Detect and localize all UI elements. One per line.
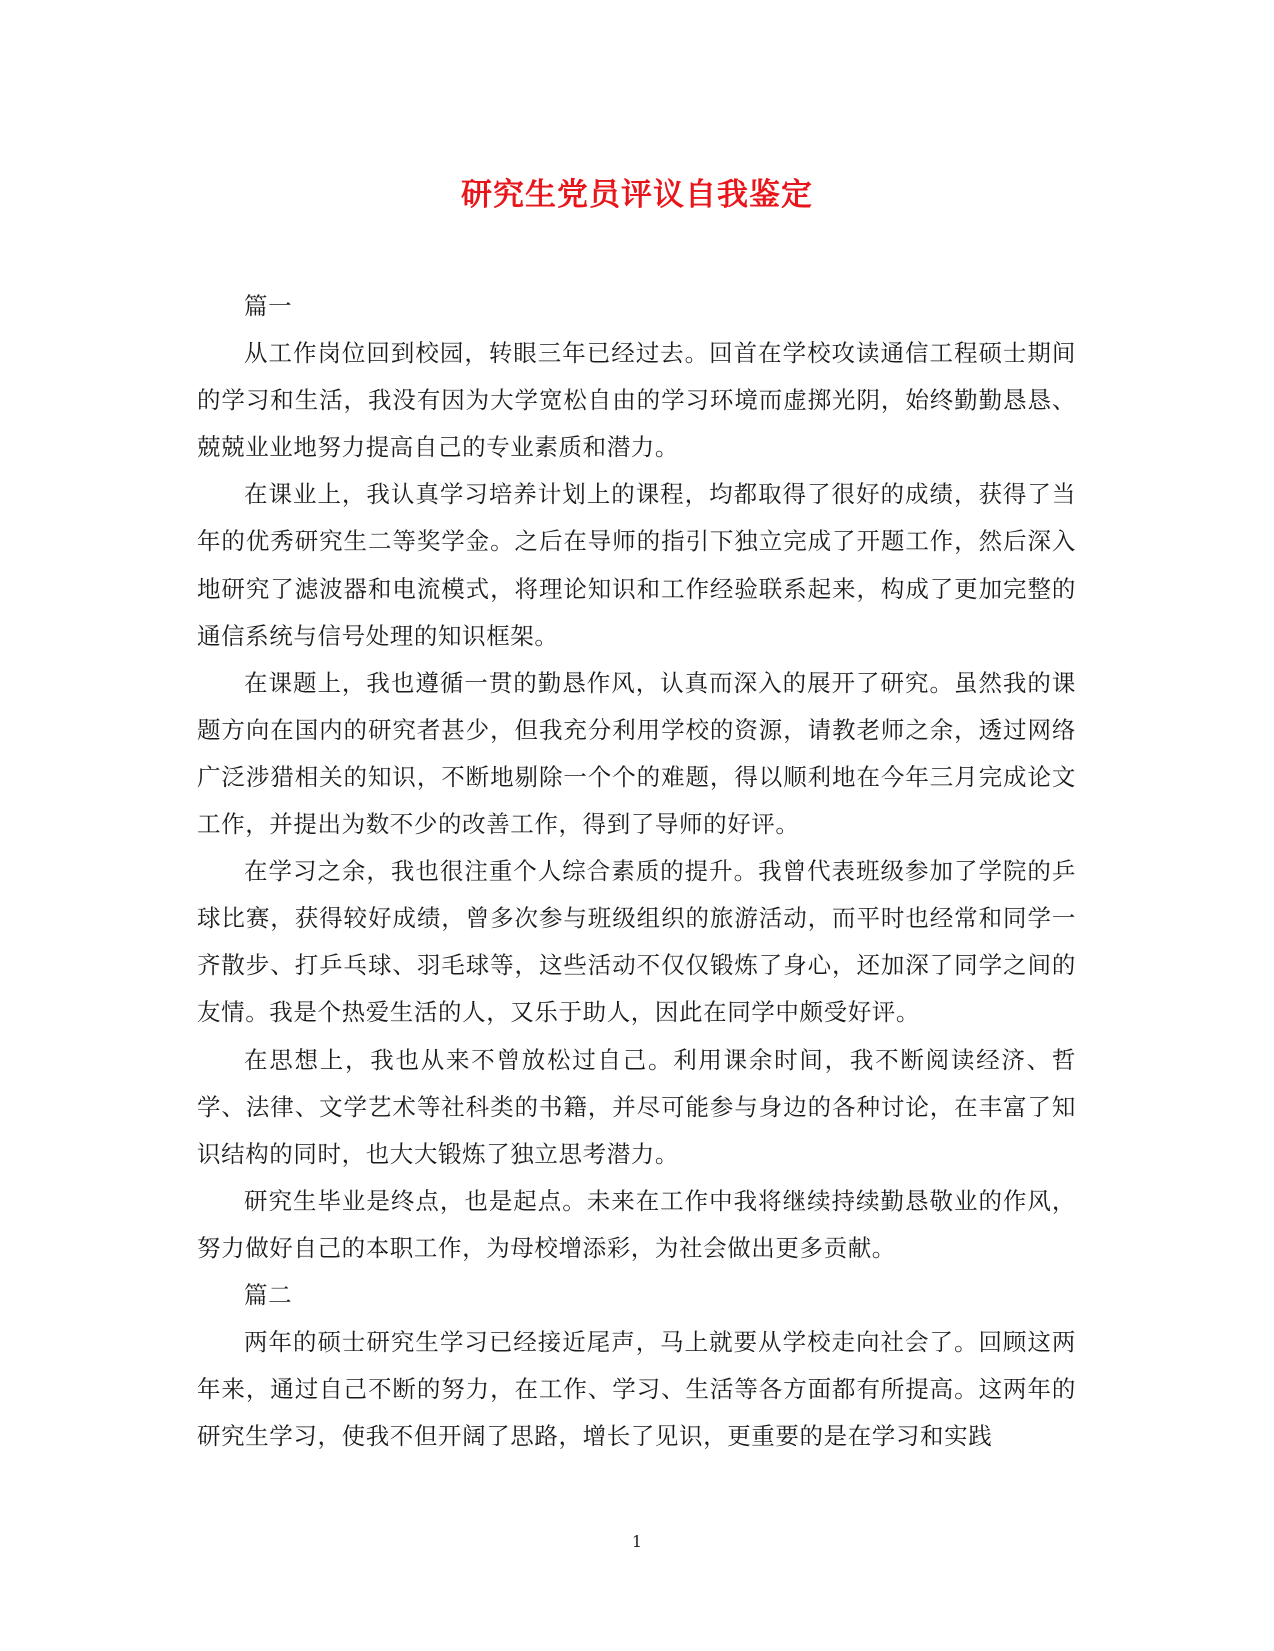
paragraph: 两年的硕士研究生学习已经接近尾声，马上就要从学校走向社会了。回顾这两年来，通过自己不断的努力，在工作、学习、生活等各方面都有所提高。这两年的研究生学习，使我不但开阔了思路，增长了见识，更重要的是在学习和实践 <box>197 1328 1076 1451</box>
document-body <box>197 283 1076 1460</box>
section-heading-2: 篇二 <box>244 1280 293 1309</box>
paragraph: 在学习之余，我也很注重个人综合素质的提升。我曾代表班级参加了学院的乒球比赛，获得较好成绩，曾多次参与班级组织的旅游活动，而平时也经常和同学一齐散步、打乒乓球、羽毛球等，这些活动不仅仅锻炼了身心，还加深了同学之间的友情。我是个热爱生活的人，又乐于助人，因此在同学中颇受好评。 <box>197 857 1076 1027</box>
document-title: 研究生党员评议自我鉴定 <box>461 177 813 213</box>
section-heading-1: 篇一 <box>244 292 293 320</box>
paragraph: 研究生毕业是终点，也是起点。未来在工作中我将继续持续勤恳敬业的作风，努力做好自己的本职工作，为母校增添彩，为社会做出更多贡献。 <box>197 1186 1076 1262</box>
paragraph: 在课业上，我认真学习培养计划上的课程，均都取得了很好的成绩，获得了当年的优秀研究生二等奖学金。之后在导师的指引下独立完成了开题工作，然后深入地研究了滤波器和电流模式，将理论知识和工作经验联系起来，构成了更加完整的通信系统与信号处理的知识框架。 <box>197 480 1076 650</box>
paragraph: 从工作岗位回到校园，转眼三年已经过去。回首在学校攻读通信工程硕士期间的学习和生活，我没有因为大学宽松自由的学习环境而虚掷光阴，始终勤勤恳恳、兢兢业业地努力提高自己的专业素质和潜力。 <box>197 339 1076 462</box>
page-number: 1 <box>631 1532 643 1551</box>
paragraph: 在课题上，我也遵循一贯的勤恳作风，认真而深入的展开了研究。虽然我的课题方向在国内的研究者甚少，但我充分利用学校的资源，请教老师之余，透过网络广泛涉猎相关的知识，不断地剔除一个个的难题，得以顺利地在今年三月完成论文工作，并提出为数不少的改善工作，得到了导师的好评。 <box>197 668 1076 839</box>
paragraph: 在思想上，我也从来不曾放松过自己。利用课余时间，我不断阅读经济、哲学、法律、文学艺术等社科类的书籍，并尽可能参与身边的各种讨论，在丰富了知识结构的同时，也大大锻炼了独立思考潜力。 <box>197 1045 1076 1168</box>
